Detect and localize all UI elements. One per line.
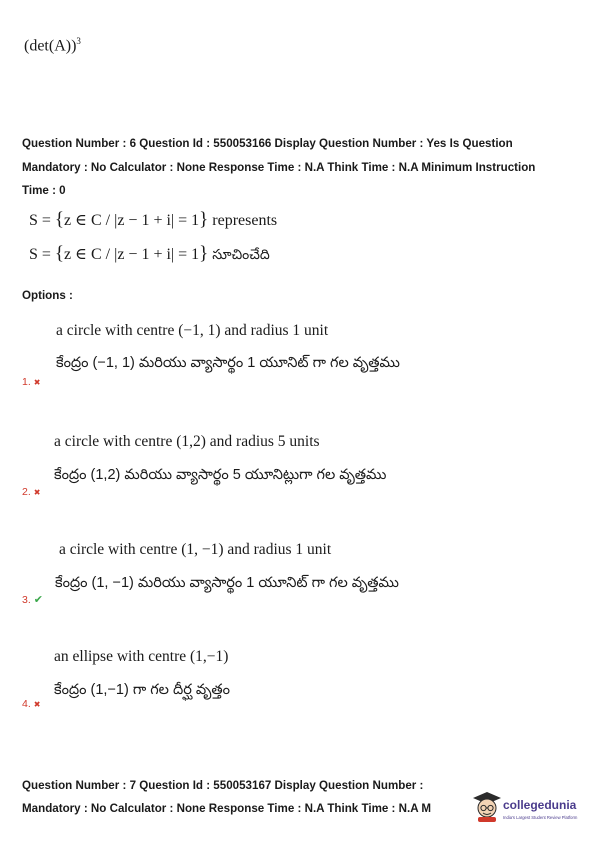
option-4-english: an ellipse with centre (1,−1) [54,648,229,665]
option-3-number[interactable]: 3. ✔ [22,594,43,606]
question-7-meta-line-1: Question Number : 7 Question Id : 550053167 Display Question Number : [22,779,424,792]
option-2-number[interactable]: 2. ✖ [22,486,41,498]
options-label: Options : [22,289,73,302]
set-definition: z ∈ C / |z − 1 + i| = 1 [64,212,200,229]
logo-wordmark: collegedunia [503,798,577,812]
question-statement-telugu: S = {z ∈ C / |z − 1 + i| = 1} సూచించేది [29,243,270,264]
option-1-english: a circle with centre (−1, 1) and radius 1 unit [56,322,329,339]
set-lhs: S = [29,246,51,263]
wrong-mark-icon: ✖ [33,378,41,387]
option-2-telugu: కేంద్రం (1,2) మరియు వ్యాసార్థం 5 యూనిట్లుగా గల వృత్తము [54,467,387,483]
expression-base: (det(A)) [24,37,77,55]
option-4-number[interactable]: 4. ✖ [22,698,41,710]
set-lhs: S = [29,212,51,229]
question-meta-line-1: Question Number : 6 Question Id : 550053166 Display Question Number : Yes Is Question [22,137,513,150]
wrong-mark-icon: ✖ [33,488,41,497]
option-2-english: a circle with centre (1,2) and radius 5 units [54,433,320,450]
wrong-mark-icon: ✖ [33,700,41,709]
statement-verb-english: represents [212,212,278,229]
question-meta-line-3: Time : 0 [22,184,66,197]
graduate-avatar-icon [472,790,502,822]
expression-exponent: 3 [76,36,81,46]
statement-verb-telugu: సూచించేది [212,246,270,262]
option-1-telugu: కేంద్రం (−1, 1) మరియు వ్యాసార్థం 1 యూనిట్ గా గల వృత్తము [56,355,400,371]
option-4-telugu: కేంద్రం (1,−1) గా గల దీర్ఘ వృత్తం [54,682,230,698]
set-definition: z ∈ C / |z − 1 + i| = 1 [64,246,200,263]
question-meta-line-2: Mandatory : No Calculator : None Response Time : N.A Think Time : N.A Minimum Instruction [22,161,536,174]
logo-tagline: India's Largest Student Review Platform [503,815,578,820]
option-1-number[interactable]: 1. ✖ [22,376,41,388]
option-3-english: a circle with centre (1, −1) and radius 1 unit [59,541,332,558]
question-statement-english: S = {z ∈ C / |z − 1 + i| = 1} represents [29,209,278,230]
question-7-meta-line-2: Mandatory : No Calculator : None Response Time : N.A Think Time : N.A M [22,802,432,815]
collegedunia-logo [470,790,595,830]
correct-check-icon: ✔ [33,594,43,606]
determinant-cubed-expression [24,36,81,55]
option-3-telugu: కేంద్రం (1, −1) మరియు వ్యాసార్థం 1 యూనిట్ గా గల వృత్తము [55,575,399,591]
